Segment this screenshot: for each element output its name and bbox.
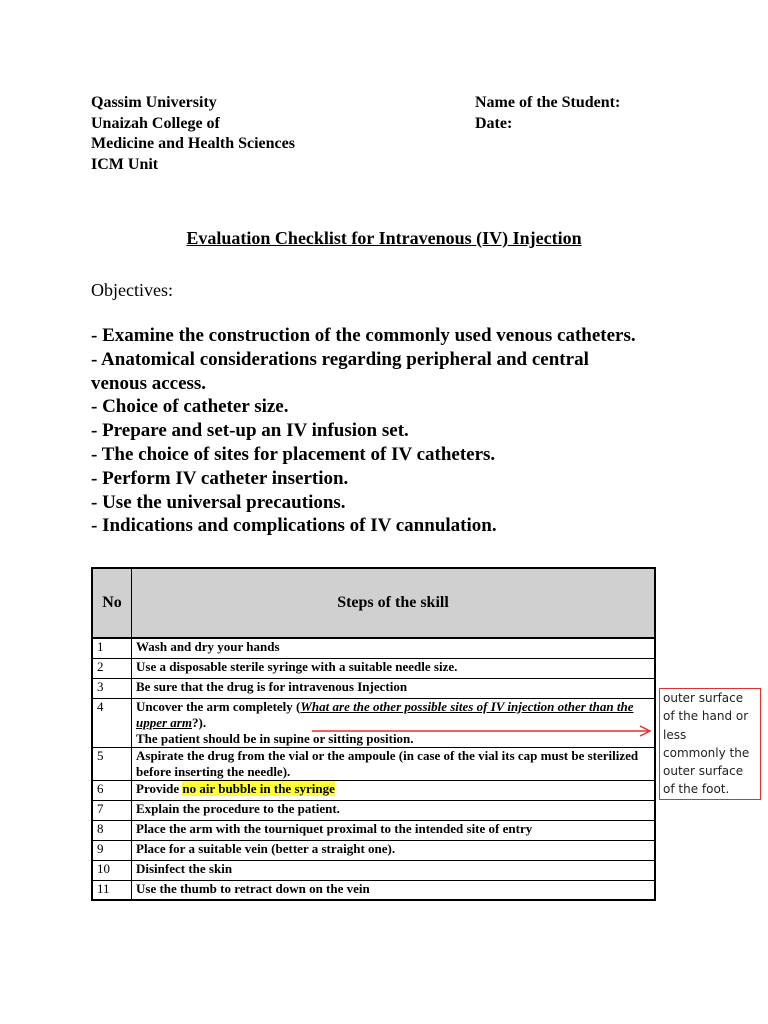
table-row (92, 698, 655, 747)
callout-line: of the hand or (663, 709, 749, 724)
step-text: Use the thumb to retract down on the vein (132, 880, 656, 900)
date-label: Date: (475, 114, 513, 132)
document-title: Evaluation Checklist for Intravenous (IV) Injection (186, 228, 582, 248)
step-text-part: Provide (136, 780, 183, 796)
step-text (132, 780, 656, 800)
table-row (92, 840, 655, 860)
step-text: Be sure that the drug is for intravenous Injection (132, 678, 656, 698)
column-header-steps: Steps of the skill (132, 568, 656, 638)
step-number: 7 (92, 800, 132, 820)
objective-item: - Anatomical considerations regarding peripheral and central (91, 348, 589, 370)
college-name-line2: Medicine and Health Sciences (91, 135, 295, 152)
step-text: Disinfect the skin (132, 860, 656, 880)
objective-item: - The choice of sites for placement of IV catheters. (91, 443, 496, 465)
callout-line: commonly the (663, 745, 750, 760)
callout-line: less (663, 727, 687, 742)
step-number: 8 (92, 820, 132, 840)
step-number: 1 (92, 638, 132, 658)
step-text-part: ?). (191, 714, 207, 730)
objective-item: - Prepare and set-up an IV infusion set. (91, 420, 409, 442)
step-text: Place for a suitable vein (better a straight one). (132, 840, 656, 860)
step-number: 10 (92, 860, 132, 880)
question-text: What are the other possible sites of IV injection other than the upper arm (136, 698, 634, 730)
objective-item: venous access. (91, 372, 207, 394)
college-name-line1: Unaizah College of (91, 114, 220, 132)
steps-table (91, 567, 656, 901)
objective-item: - Choice of catheter size. (91, 396, 289, 418)
step-text: Use a disposable sterile syringe with a suitable needle size. (132, 658, 656, 678)
table-row (92, 678, 655, 698)
callout-line: of the foot. (663, 782, 730, 797)
step-number: 9 (92, 840, 132, 860)
objective-item: - Perform IV catheter insertion. (91, 467, 349, 489)
step-text-part: The patient should be in supine or sitting position. (136, 730, 414, 746)
unit-name: ICM Unit (91, 155, 159, 173)
objective-item: - Indications and complications of IV cannulation. (91, 515, 497, 537)
highlighted-text: no air bubble in the syringe (182, 780, 335, 796)
objective-item: - Examine the construction of the commonly used venous catheters. (91, 325, 636, 346)
column-header-no: No (92, 568, 132, 638)
step-text: Wash and dry your hands (132, 638, 656, 658)
objective-item: - Use the universal precautions. (91, 491, 346, 513)
step-text: Aspirate the drug from the vial or the ampoule (in case of the vial its cap must be sterilized before inserting the needle). (132, 747, 656, 780)
table-row (92, 658, 655, 678)
table-row (92, 860, 655, 880)
step-number: 11 (92, 880, 132, 900)
step-text-part: Uncover the arm completely ( (136, 698, 301, 714)
step-number: 3 (92, 678, 132, 698)
step-number: 6 (92, 780, 132, 800)
callout-line: outer surface (663, 764, 744, 779)
step-number: 2 (92, 658, 132, 678)
student-info-header (475, 93, 620, 134)
table-row (92, 880, 655, 900)
objectives-list (91, 324, 691, 538)
table-row (92, 800, 655, 820)
institution-header (91, 93, 295, 175)
step-text: Explain the procedure to the patient. (132, 800, 656, 820)
student-name-label: Name of the Student: (475, 94, 621, 111)
step-text: Place the arm with the tourniquet proximal to the intended site of entry (132, 820, 656, 840)
table-row (92, 780, 655, 800)
step-number: 4 (92, 698, 132, 747)
table-header-row (92, 568, 655, 638)
callout-line: outer surface (663, 691, 744, 705)
table-row (92, 747, 655, 780)
objectives-heading: Objectives: (91, 280, 173, 300)
table-row (92, 638, 655, 658)
university-name: Qassim University (91, 94, 217, 111)
step-number: 5 (92, 747, 132, 780)
step-text (132, 698, 656, 747)
table-row (92, 820, 655, 840)
annotation-callout (659, 688, 761, 800)
